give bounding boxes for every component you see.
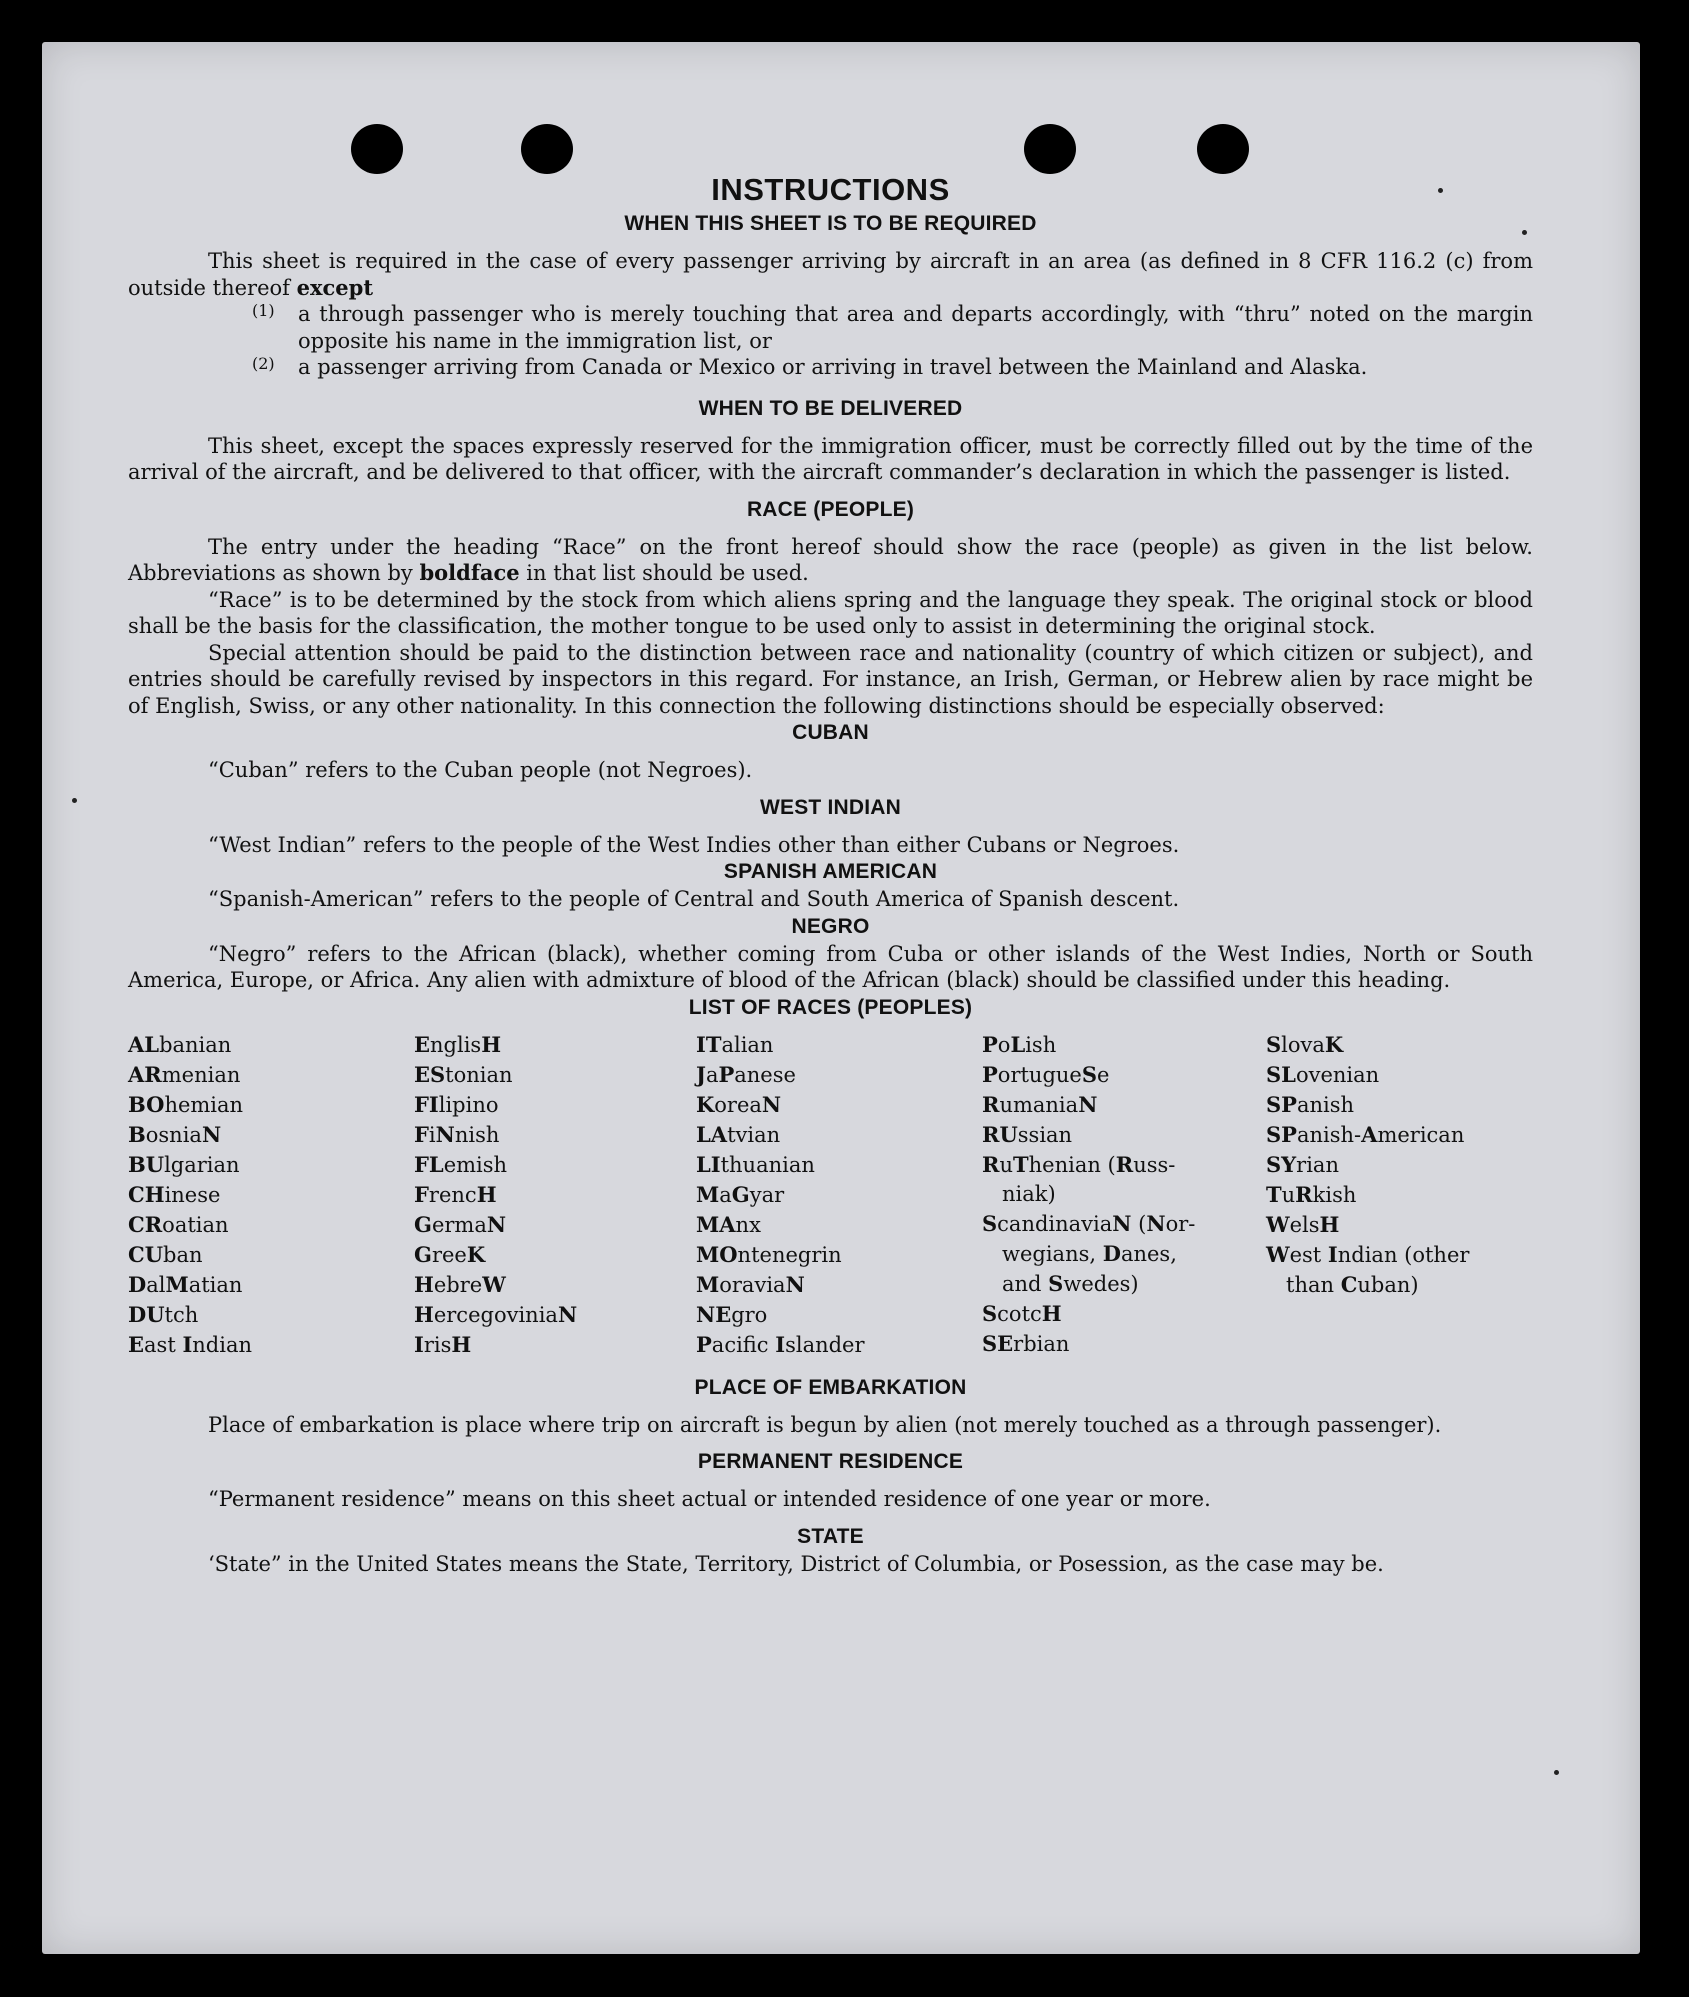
exception-item <box>252 354 1533 381</box>
race-entry: BosniaN <box>128 1121 222 1147</box>
race-entry: SPanish-American <box>1266 1121 1465 1147</box>
race-entry: GreeK <box>414 1241 486 1267</box>
race-entry: than Cuban) <box>1286 1271 1419 1297</box>
race-entry: GermaN <box>414 1211 507 1237</box>
race-entry: DalMatian <box>128 1271 243 1297</box>
race-entry: FIlipino <box>414 1091 499 1117</box>
race-entry: SPanish <box>1266 1091 1355 1117</box>
race-entry: JaPanese <box>696 1061 796 1087</box>
heading-embarkation: PLACE OF EMBARKATION <box>694 1375 967 1399</box>
race-entry: RumaniaN <box>982 1091 1098 1117</box>
race-entry: FiNnish <box>414 1121 500 1147</box>
races-column <box>414 1030 696 1360</box>
race-entry: SlovaK <box>1266 1031 1344 1057</box>
negro-text: “Negro” refers to the African (black), whether coming from Cuba or other islands of the West Indies, North or South America, Europe, or Africa. Any alien with admixture of blood of the African (black) should be classified under this heading. <box>128 941 1533 992</box>
race-paragraph-2: “Race” is to be determined by the stock from which aliens spring and the language they speak. The original stock or blood shall be the basis for the classification, the mother tongue to be used only to assist in determining the original stock. <box>128 587 1533 638</box>
races-list <box>128 1030 1533 1360</box>
race-entry: West Indian (other <box>1266 1241 1470 1267</box>
heading-list-of-races: LIST OF RACES (PEOPLES) <box>688 995 973 1019</box>
punch-hole <box>521 124 573 174</box>
exception-text: a through passenger who is merely touching that area and departs accordingly, with “thru” noted on the margin opposite his name in the immigration list, or <box>298 302 1533 353</box>
race-entry: East Indian <box>128 1331 252 1357</box>
race-entry: MoraviaN <box>696 1271 805 1297</box>
instructions-content <box>128 170 1533 1577</box>
race-entry: IrisH <box>414 1331 472 1357</box>
heading-when-required: WHEN THIS SHEET IS TO BE REQUIRED <box>624 212 1037 235</box>
race-p1-bold: boldface <box>419 560 520 585</box>
race-entry: MaGyar <box>696 1181 785 1207</box>
punch-hole <box>351 124 403 174</box>
state-text: ‘State” in the United States means the State, Territory, District of Columbia, or Posession, as the case may be. <box>208 1551 1384 1576</box>
race-entry: FLemish <box>414 1151 508 1177</box>
race-entry: PoLish <box>982 1031 1057 1057</box>
residence-text: “Permanent residence” means on this sheet actual or intended residence of one year or more. <box>208 1487 1211 1511</box>
race-p1-text: The entry under the heading “Race” on the front hereof should show the race (people) as given in the list below. Abbreviations as shown by <box>128 534 1533 585</box>
race-entry: ITalian <box>696 1031 774 1057</box>
punch-hole <box>1197 124 1249 174</box>
cuban-text: “Cuban” refers to the Cuban people (not Negroes). <box>208 758 753 782</box>
race-entry: SErbian <box>982 1330 1070 1356</box>
race-entry: HercegoviniaN <box>414 1301 578 1327</box>
race-entry: MAnx <box>696 1211 761 1237</box>
heading-negro: NEGRO <box>791 914 870 938</box>
race-entry: MOntenegrin <box>696 1241 842 1267</box>
race-entry: wegians, Danes, <box>1002 1240 1177 1266</box>
exception-text: a passenger arriving from Canada or Mexico or arriving in travel between the Mainland and Alaska. <box>298 355 1368 379</box>
race-entry: ARmenian <box>128 1061 241 1087</box>
heading-state: STATE <box>797 1524 864 1548</box>
races-column <box>696 1030 982 1360</box>
ink-speck <box>72 798 77 803</box>
exception-num: (2) <box>252 354 275 373</box>
delivered-text: This sheet, except the spaces expressly reserved for the immigration officer, must be correctly filled out by the time of the arrival of the aircraft, and be delivered to that officer, with the aircraft commander’s declaration in which the passenger is listed. <box>128 433 1533 484</box>
race-entry: CRoatian <box>128 1211 229 1237</box>
heading-permanent-residence: PERMANENT RESIDENCE <box>697 1450 964 1473</box>
page-title: INSTRUCTIONS <box>711 172 950 207</box>
required-intro-bold: except <box>296 274 374 300</box>
race-entry: Pacific Islander <box>696 1331 865 1357</box>
race-entry: PortugueSe <box>982 1061 1110 1087</box>
heading-west-indian: WEST INDIAN <box>759 795 902 819</box>
race-p1-tail: in that list should be used. <box>519 561 809 585</box>
race-entry: BOhemian <box>128 1091 244 1117</box>
race-entry: DUtch <box>128 1301 199 1327</box>
embarkation-text: Place of embarkation is place where trip on aircraft is begun by alien (not merely touched as a through passenger). <box>208 1412 1442 1437</box>
required-intro-text: This sheet is required in the case of every passenger arriving by aircraft in an area (as defined in 8 CFR 116.2 (c) from outside thereof <box>128 249 1533 300</box>
races-column <box>128 1030 414 1360</box>
races-column <box>1266 1030 1516 1360</box>
race-entry: RUssian <box>982 1121 1073 1147</box>
race-entry: CUban <box>128 1241 203 1267</box>
race-entry: CHinese <box>128 1181 221 1207</box>
spanish-american-text: “Spanish-American” refers to the people of Central and South America of Spanish descent. <box>208 887 1180 911</box>
race-entry: EStonian <box>414 1061 513 1087</box>
race-entry: HebreW <box>414 1271 506 1297</box>
race-entry: niak) <box>1002 1181 1056 1206</box>
race-entry: NEgro <box>696 1301 768 1327</box>
race-entry: TuRkish <box>1266 1181 1357 1207</box>
heading-when-delivered: WHEN TO BE DELIVERED <box>698 396 963 420</box>
race-entry: ScotcH <box>982 1300 1062 1326</box>
race-entry: RuThenian (Russ- <box>982 1151 1176 1177</box>
exception-item <box>252 301 1533 354</box>
race-entry: LIthuanian <box>696 1151 815 1177</box>
race-entry: LAtvian <box>696 1121 781 1147</box>
race-entry: ALbanian <box>128 1031 232 1057</box>
race-entry: KoreaN <box>696 1091 782 1117</box>
race-entry: ScandinaviaN (Nor- <box>982 1210 1196 1236</box>
race-entry: WelsH <box>1266 1211 1340 1237</box>
west-indian-text: “West Indian” refers to the people of the West Indies other than either Cubans or Negroes. <box>208 832 1180 857</box>
race-entry: SYrian <box>1266 1151 1339 1177</box>
ink-speck <box>1554 1770 1559 1775</box>
race-paragraph-3: Special attention should be paid to the distinction between race and nationality (country of which citizen or subject), and entries should be carefully revised by inspectors in this regard. For instance, an Irish, German, or Hebrew alien by race might be of English, Swiss, or any other nationality. In this connection the following distinctions should be especially observed: <box>128 640 1533 718</box>
race-entry: FrencH <box>414 1181 497 1207</box>
heading-cuban: CUBAN <box>792 721 869 744</box>
punch-hole <box>1024 124 1076 174</box>
race-entry: SLovenian <box>1266 1061 1380 1087</box>
races-column <box>982 1030 1266 1360</box>
race-paragraph-1 <box>128 534 1533 587</box>
race-entry: BUlgarian <box>128 1151 240 1177</box>
required-intro <box>128 248 1533 301</box>
race-entry: and Swedes) <box>1002 1270 1139 1296</box>
race-entry: EnglisH <box>414 1031 502 1057</box>
heading-race: RACE (PEOPLE) <box>746 497 915 521</box>
heading-spanish-american: SPANISH AMERICAN <box>723 860 938 883</box>
exception-num: (1) <box>252 301 275 320</box>
